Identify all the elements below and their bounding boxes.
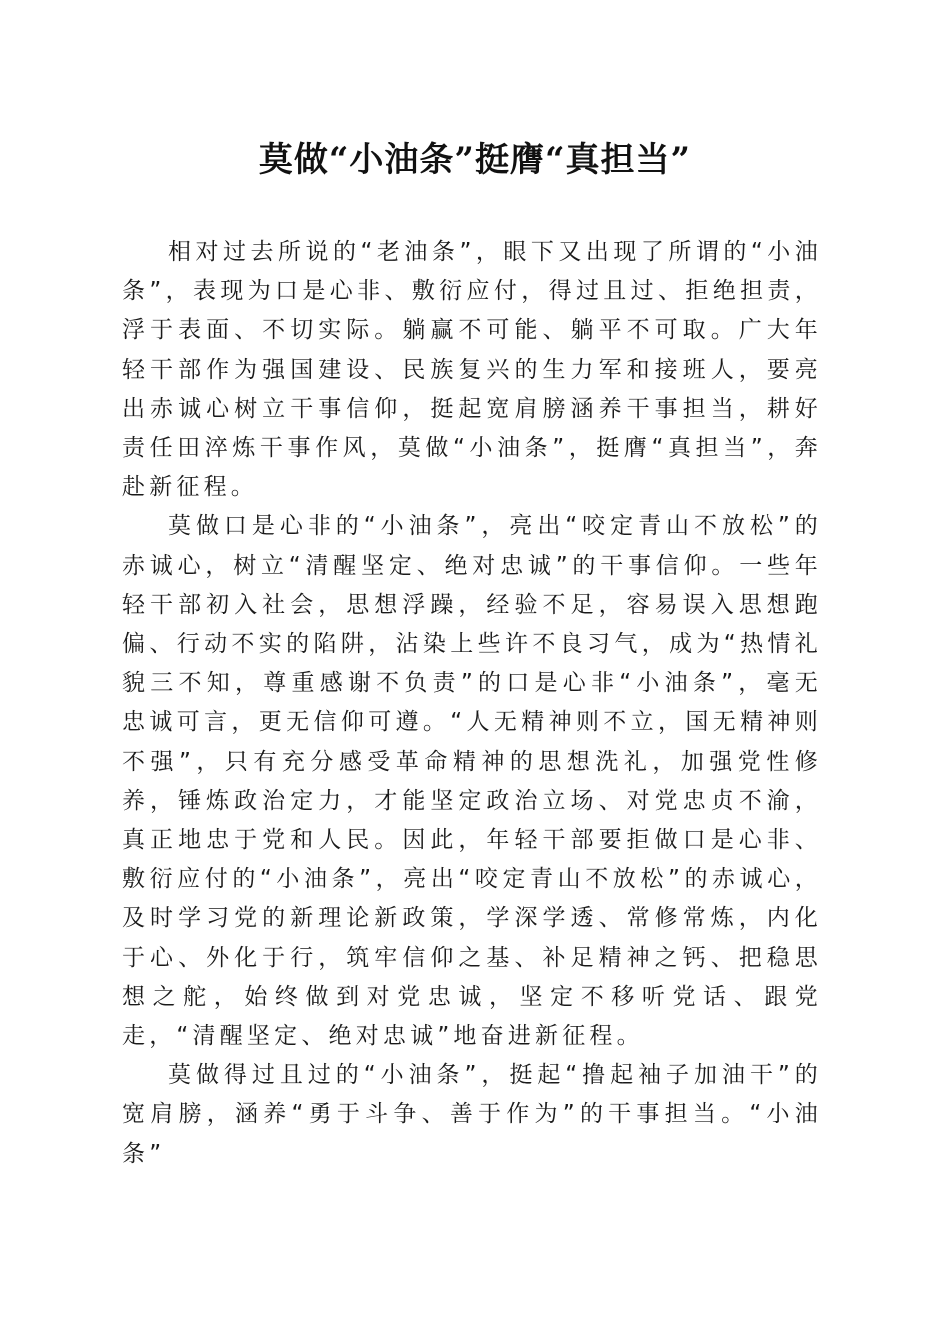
paragraph-1: 相对过去所说的“老油条”，眼下又出现了所谓的“小油条”，表现为口是心非、敷衍应付，得过且过、拒绝担责，浮于表面、不切实际。躺赢不可能、躺平不可取。广大年轻干部作为强国建设、民族复兴的生力军和接班人，要亮出赤诚心树立干事信仰，挺起宽肩膀涵养干事担当，耕好责任田淬炼干事作风，莫做“小油条”，挺膺“真担当”，奔赴新征程。 [122,239,822,501]
document-title: 莫做“小油条”挺膺“真担当” [258,140,692,180]
document-body [122,233,822,1174]
paragraph-3: 莫做得过且过的“小油条”，挺起“撸起袖子加油干”的宽肩膀，涵养“勇于斗争、善于作为”的干事担当。“小油条” [122,1062,822,1167]
paragraph-2: 莫做口是心非的“小油条”，亮出“咬定青山不放松”的赤诚心，树立“清醒坚定、绝对忠诚”的干事信仰。一些年轻干部初入社会，思想浮躁，经验不足，容易误入思想跑偏、行动不实的陷阱，沾染上些许不良习气，成为“热情礼貌三不知，尊重感谢不负责”的口是心非“小油条”，毫无忠诚可言，更无信仰可遵。“人无精神则不立，国无精神则不强”，只有充分感受革命精神的思想洗礼，加强党性修养，锤炼政治定力，才能坚定政治立场、对党忠贞不渝，真正地忠于党和人民。因此，年轻干部要拒做口是心非、敷衍应付的“小油条”，亮出“咬定青山不放松”的赤诚心，及时学习党的新理论新政策，学深学透、常修常炼，内化于心、外化于行，筑牢信仰之基、补足精神之钙、把稳思想之舵，始终做到对党忠诚，坚定不移听党话、跟党走，“清醒坚定、绝对忠诚”地奋进新征程。 [122,513,822,1050]
